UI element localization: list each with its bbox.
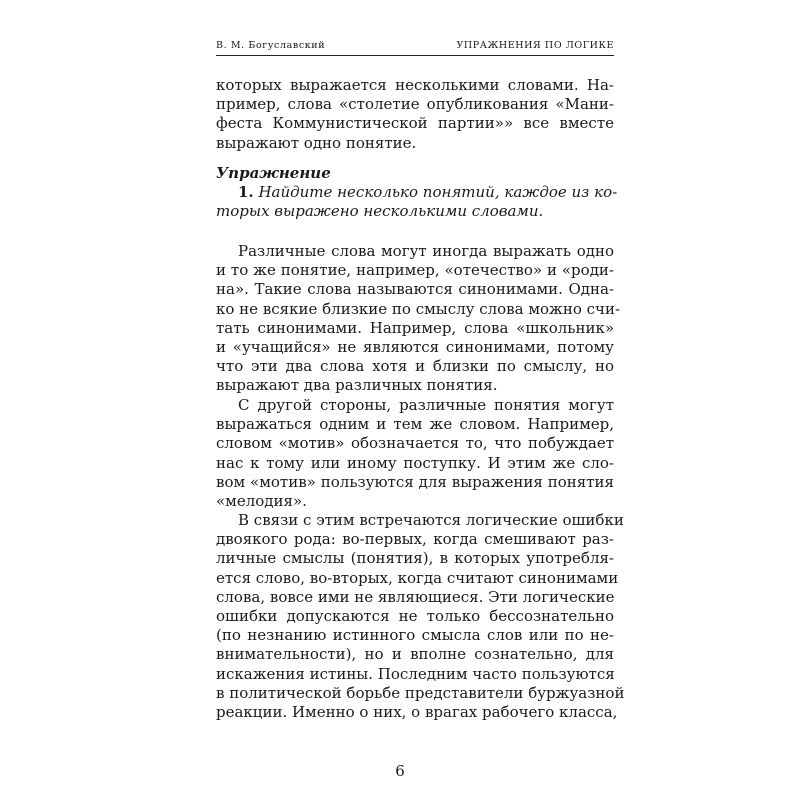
running-head-author: В. М. Богуславский: [216, 40, 326, 51]
text-line: (по незнанию истинного смысла слов или по не-: [216, 626, 614, 645]
text-line: внимательности), но и вполне сознательно, для: [216, 645, 614, 664]
text-line: тать синонимами. Например, слова «школьник»: [216, 318, 614, 337]
intro-paragraph: [216, 76, 614, 153]
running-head-rule: [216, 55, 614, 56]
text-line: личные смыслы (понятия), в которых употребля-: [216, 549, 614, 568]
text-line: феста Коммунистической партии»» все вместе: [216, 114, 614, 133]
text-line: В связи с этим встречаются логические ошибки: [238, 511, 624, 529]
running-head: [216, 40, 614, 51]
exercise-line: [216, 183, 618, 202]
text-line: словом «мотив» обозначается то, что побуждает: [216, 434, 614, 453]
text-line: на». Такие слова называются синонимами. Одна-: [216, 280, 614, 299]
text-line: выражают два различных понятия.: [216, 376, 498, 395]
text-line: «мелодия».: [216, 492, 307, 511]
text-line: которых выражается несколькими словами. На-: [216, 76, 614, 94]
exercise-block: [216, 164, 618, 222]
body-paragraph: [216, 396, 614, 511]
text-line: двоякого рода: во-первых, когда смешивают раз-: [216, 530, 614, 549]
text-line: искажения истины. Последним часто пользуются: [216, 664, 615, 683]
page-number: 6: [395, 762, 405, 780]
exercise-number: 1.: [238, 183, 254, 202]
text-line: и то же понятие, например, «отечество» и «роди-: [216, 261, 614, 280]
text-line: ко не всякие близкие по смыслу слова можно счи-: [216, 299, 621, 318]
exercise-heading: Упражнение: [216, 164, 331, 182]
text-line: С другой стороны, различные понятия могут: [238, 396, 614, 414]
text-line: и «учащийся» не являются синонимами, потому: [216, 338, 614, 357]
exercise-line: торых выражено несколькими словами.: [216, 202, 544, 221]
text-line: реакции. Именно о них, о врагах рабочего класса,: [216, 703, 618, 722]
exercise-text: Найдите несколько понятий, каждое из ко-: [258, 183, 618, 202]
text-line: ется слово, во-вторых, когда считают синонимами: [216, 568, 619, 587]
text-line: Различные слова могут иногда выражать одно: [238, 242, 614, 260]
text-line: что эти два слова хотя и близки по смыслу, но: [216, 357, 614, 376]
text-line: пример, слова «столетие опубликования «Мани-: [216, 95, 614, 114]
body-paragraph: [216, 511, 625, 722]
text-line: выражаться одним и тем же словом. Например,: [216, 415, 614, 434]
text-line: нас к тому или иному поступку. И этим же сло-: [216, 453, 614, 472]
body-paragraph: [216, 242, 621, 396]
text-line: вом «мотив» пользуются для выражения понятия: [216, 472, 614, 491]
text-line: в политической борьбе представители буржуазной: [216, 683, 625, 702]
text-line: ошибки допускаются не только бессознательно: [216, 607, 614, 626]
text-line: слова, вовсе ими не являющиеся. Эти логические: [216, 587, 615, 606]
running-head-title: УПРАЖНЕНИЯ ПО ЛОГИКЕ: [456, 40, 614, 51]
text-line: выражают одно понятие.: [216, 133, 417, 152]
